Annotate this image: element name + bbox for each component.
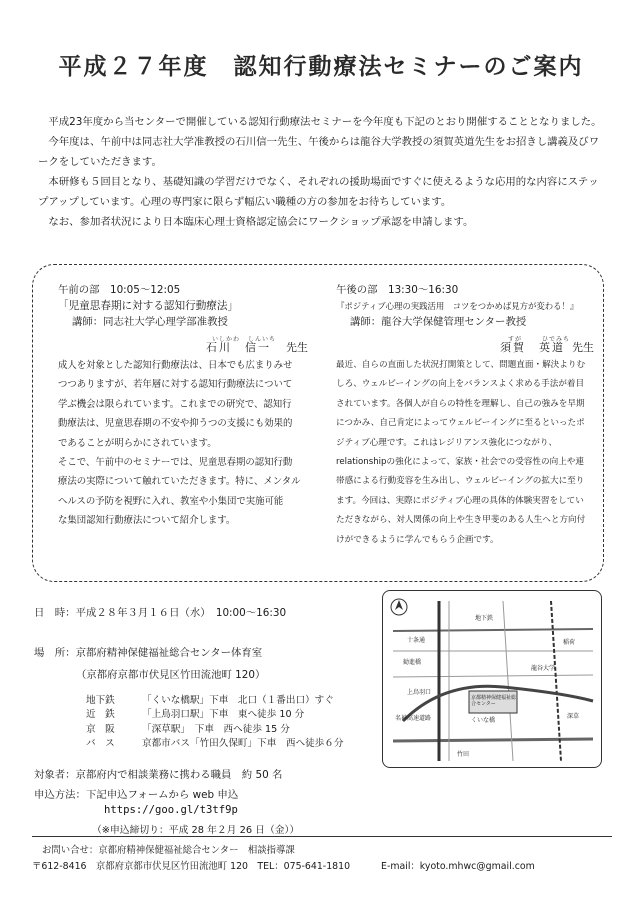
- venue-label: 場 所：: [34, 647, 76, 659]
- afternoon-body-line: 帯感による行動変容を生み出し、ウェルビーイングの拡大に至り: [336, 476, 585, 487]
- apply-url-link[interactable]: https://goo.gl/t3tf9p: [104, 804, 238, 816]
- afternoon-ruby-family: すが: [508, 336, 523, 343]
- afternoon-ruby-given: ひでみち: [542, 336, 571, 343]
- morning-title: 「児童思春期に対する認知行動療法」: [58, 300, 239, 312]
- morning-ruby-given: しんいち: [248, 336, 277, 343]
- afternoon-body-line: けができるように学んでもらう企画です。: [336, 534, 499, 545]
- morning-body-line: つつありますが、若年層に対する認知行動療法について: [58, 379, 293, 391]
- access-text: 「上鳥羽口駅」下車 東へ徒歩 10 分: [142, 709, 305, 721]
- intro-paragraph: 今年度は、午前中は同志社大学准教授の石川信一先生、午後からは龍谷大学教授の須賀英道先生をお招きし講義及びワークをしていただきます。: [38, 136, 600, 168]
- morning-lecturer-name: 石川 信一: [206, 341, 271, 354]
- deadline-note: （※申込締切り：平成 28 年２月 26 日（金））: [92, 825, 300, 836]
- afternoon-lecturer: 講師：龍谷大学保健管理センター教授: [350, 316, 527, 328]
- morning-lecturer: 講師：同志社大学心理学部准教授: [72, 316, 228, 328]
- morning-name-row: [58, 330, 320, 356]
- afternoon-body-line: ジティブ心理です。これはレジリアンス強化につながり、: [336, 437, 558, 448]
- access-type: 近 鉄: [86, 709, 115, 721]
- map-label: 名神高速道路: [395, 715, 432, 722]
- venue-row: [34, 644, 374, 659]
- afternoon-body-line: ます。今回は、実際にポジティブ心理の具体的体験実習をしてい: [336, 495, 584, 506]
- intro-text: [38, 112, 608, 232]
- afternoon-body-line: されています。各個人が自らの特性を理解し、自己の強みを早期: [336, 398, 585, 409]
- morning-honorific: 先生: [286, 341, 308, 354]
- map-label: くいな橋: [471, 717, 496, 724]
- afternoon-name-row: [336, 330, 598, 356]
- access-item: [86, 708, 386, 722]
- venue-address: （京都府京都市伏見区竹田流池町 120）: [76, 669, 266, 681]
- map-label: 上鳥羽口: [407, 689, 432, 696]
- afternoon-body-line: relationshipの強化によって、家族・社会での受容性の向上や連: [336, 457, 584, 468]
- apply-method: 申込方法：下記申込フォームから web 申込: [34, 789, 239, 801]
- contact-address-row: [32, 859, 612, 875]
- afternoon-session: [336, 282, 598, 550]
- map-label: 京都精神保健福祉総合センター: [471, 695, 517, 707]
- page-title: 平成２７年度 認知行動療法セミナーのご案内: [58, 54, 584, 80]
- event-date-row: [34, 604, 374, 619]
- morning-body-line: 成人を対象とした認知行動療法は、日本でも広まりみせ: [58, 360, 293, 371]
- access-text: 「深草駅」 下車 西へ徒歩 15 分: [142, 723, 290, 735]
- morning-body-line: 動療法は、児童思春期の不安や抑うつの支援にも効果的: [58, 418, 293, 430]
- map-label: 稲荷: [563, 639, 576, 646]
- afternoon-body-line: ただきながら、対人関係の向上や生き甲斐のある人生へと方向付: [336, 515, 586, 526]
- afternoon-lecturer-name: 須賀 英道: [500, 341, 565, 354]
- morning-session: [58, 282, 320, 531]
- contact-email[interactable]: E-mail：kyoto.mhwc@gmail.com: [381, 861, 535, 872]
- morning-body-line: そこで、午前中のセミナーでは、児童思春期の認知行動: [58, 457, 293, 469]
- contact-line: お問い合せ：京都府精神保健福祉総合センター 相談指導課: [42, 845, 295, 856]
- access-map: [382, 590, 602, 768]
- access-item: [86, 694, 386, 708]
- target-audience: 対象者：京都府内で相談業務に携わる職員 約 50 名: [34, 769, 283, 781]
- access-text: 京都市バス「竹田久保町」下車 西へ徒歩６分: [142, 738, 344, 750]
- contact-address: 〒612-8416 京都府京都市伏見区竹田流池町 120 TEL：075-641-1810: [32, 861, 351, 872]
- morning-time: 午前の部 10:05～12:05: [58, 284, 181, 296]
- access-type: 地下鉄: [86, 695, 115, 706]
- morning-body-line: な集団認知行動療法について紹介します。: [58, 515, 236, 527]
- map-label: 地下鉄: [475, 615, 494, 622]
- map-label: 龍谷大学: [531, 665, 556, 672]
- north-arrow-pointer: [395, 600, 403, 610]
- afternoon-body-line: 最近、自らの直面した状況打開策として、問題直面・解決よりむ: [336, 360, 586, 370]
- access-item: [86, 723, 386, 737]
- morning-body-line: ヘルスの予防を視野に入れ、教室や小集団で実施可能: [58, 495, 284, 507]
- morning-body-line: であることが明らかにされています。: [58, 437, 217, 449]
- afternoon-honorific: 先生: [572, 341, 594, 354]
- afternoon-time: 午後の部 13:30～16:30: [336, 284, 459, 296]
- intro-paragraph: なお、参加者状況により日本臨床心理士資格認定協会にワークショップ承認を申請します。: [48, 216, 474, 228]
- access-type: バ ス: [86, 738, 115, 750]
- map-label: 勧進橋: [403, 659, 422, 666]
- morning-ruby-family: いしかわ: [212, 336, 241, 343]
- access-list: [86, 694, 386, 752]
- event-date: 平成２８年３月１６日（水） 10:00～16:30: [75, 607, 287, 619]
- venue-name: 京都府精神保健福祉総合センター体育室: [75, 647, 263, 659]
- access-item: [86, 737, 386, 751]
- contact-footer: [32, 836, 612, 875]
- date-label: 日 時：: [34, 607, 76, 619]
- intro-paragraph: 本研修も５回目となり、基礎知識の学習だけでなく、それぞれの援助場面ですぐに使えるような応用的な内容にステップアップしています。心理の専門家に限らず幅広い職種の方の参加をお待ちしています。: [38, 176, 599, 208]
- map-label: 深草: [567, 713, 580, 720]
- morning-body-line: 学ぶ機会は限られています。これまでの研究で、認知行: [58, 398, 292, 410]
- access-type: 京 阪: [86, 723, 115, 735]
- afternoon-title: 『ポジティブ心理の実践活用 コツをつかめば見方が変わる！』: [336, 301, 579, 311]
- map-label: 十条通: [407, 637, 426, 644]
- afternoon-body-line: しろ、ウェルビーイングの向上をバランスよく求める手法が着目: [336, 379, 585, 390]
- map-label: 竹田: [457, 751, 470, 758]
- intro-paragraph: 平成23年度から当センターで開催している認知行動療法セミナーを今年度も下記のとおり開催することとなりました。: [48, 116, 602, 128]
- afternoon-body-line: につかみ、自己肯定によってウェルビーイングに至るといったポ: [336, 418, 585, 429]
- morning-body-line: 療法の実際について触れていただきます。特に、メンタル: [58, 476, 301, 488]
- access-text: 「くいな橋駅」下車 北口（１番出口）すぐ: [142, 695, 334, 706]
